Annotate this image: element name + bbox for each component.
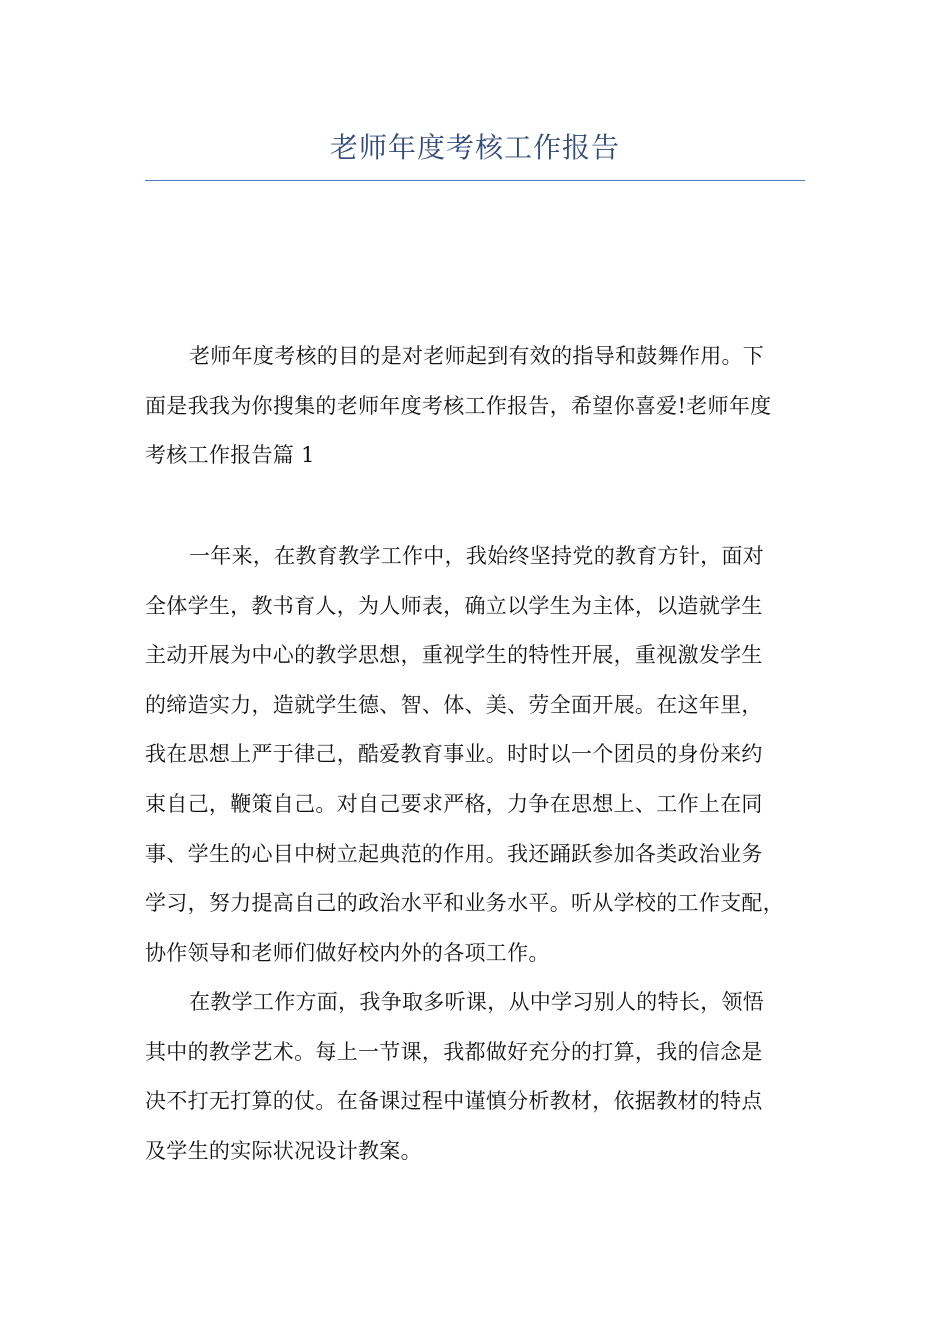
paragraph-line: 及学生的实际状况设计教案。 — [145, 1138, 422, 1163]
paragraph-line: 主动开展为中心的教学思想，重视学生的特性开展，重视激发学生 — [145, 643, 763, 668]
paragraph-line: 束自己，鞭策自己。对自己要求严格，力争在思想上、工作上在同 — [145, 791, 763, 816]
title-underline — [145, 180, 805, 181]
paragraph-line: 面是我我为你搜集的老师年度考核工作报告，希望你喜爱!老师年度 — [145, 393, 772, 418]
paragraph-teaching — [145, 978, 807, 1176]
paragraph-line: 学习，努力提高自己的政治水平和业务水平。听从学校的工作支配， — [145, 891, 784, 916]
paragraph-line: 事、学生的心目中树立起典范的作用。我还踊跃参加各类政治业务 — [145, 841, 763, 866]
paragraph-line: 其中的教学艺术。每上一节课，我都做好充分的打算，我的信念是 — [145, 1039, 763, 1064]
paragraph-line: 我在思想上严于律己，酷爱教育事业。时时以一个团员的身份来约 — [145, 742, 763, 767]
paragraph-line: 决不打无打算的仗。在备课过程中谨慎分析教材，依据教材的特点 — [145, 1089, 763, 1114]
paragraph-line: 全体学生，教书育人，为人师表，确立以学生为主体，以造就学生 — [145, 593, 763, 618]
paragraph-line: 一年来，在教育教学工作中，我始终坚持党的教育方针，面对 — [189, 544, 765, 568]
document-title: 老师年度考核工作报告 — [329, 131, 620, 164]
paragraph-line: 的缔造实力，造就学生德、智、体、美、劳全面开展。在这年里， — [145, 692, 763, 717]
paragraph-line: 考核工作报告篇 1 — [145, 443, 315, 468]
paragraph-line: 老师年度考核的目的是对老师起到有效的指导和鼓舞作用。下 — [189, 344, 765, 368]
paragraph-line: 在教学工作方面，我争取多听课，从中学习别人的特长，领悟 — [189, 990, 765, 1014]
paragraph-year-review — [145, 532, 807, 978]
paragraph-line: 协作领导和老师们做好校内外的各项工作。 — [145, 940, 550, 965]
paragraph-intro — [145, 332, 807, 481]
